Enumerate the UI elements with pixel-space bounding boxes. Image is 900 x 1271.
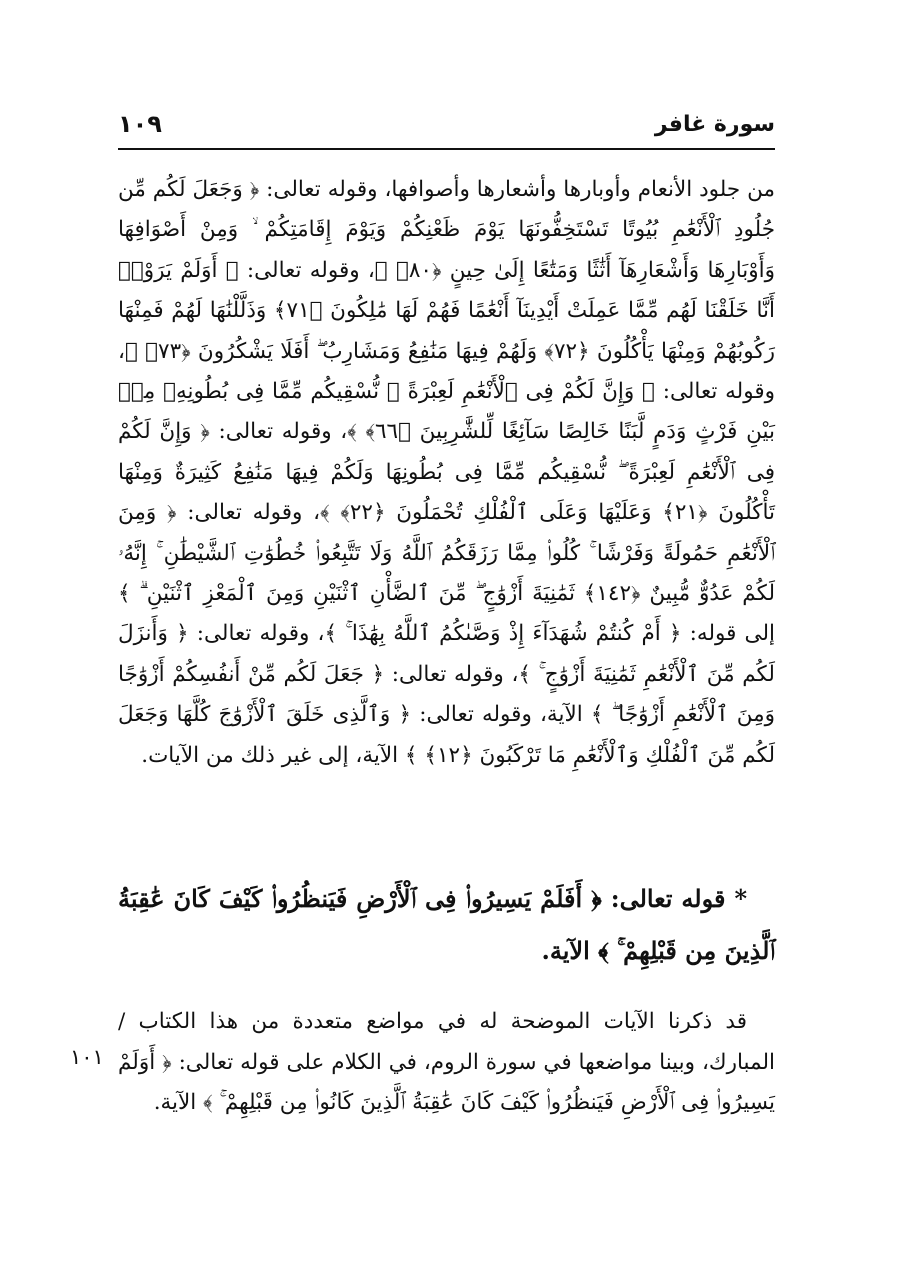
page-number: ١٠٩ (118, 110, 162, 138)
header-rule (118, 148, 775, 150)
verse-heading (118, 873, 775, 977)
tafsir-paragraph-reference (118, 1002, 775, 1124)
margin-page-reference: ١٠١ (70, 1045, 104, 1069)
surah-title: سورة غافر (654, 112, 775, 137)
tafsir-paragraph-livestock (118, 170, 775, 776)
running-header (118, 110, 775, 148)
verse-heading-text: * قوله تعالى: ﴿ أَفَلَمْ يَسِيرُوا۟ فِى ٱلْأَرْضِ فَيَنظُرُوا۟ كَيْفَ كَانَ عَٰقِبَةُ ٱلَّذِينَ مِن قَبْلِهِمْ ۚ ﴾ الآية. (118, 884, 775, 965)
paragraph-text: قد ذكرنا الآيات الموضحة له في مواضع متعددة من هذا الكتاب / المبارك، وبينا مواضعها في سورة الروم، في الكلام على قوله تعالى: ﴿ أَوَلَمْ يَسِيرُوا۟ فِى ٱلْأَرْضِ فَيَنظُرُوا۟ كَيْفَ كَانَ عَٰقِبَةُ ٱلَّذِينَ كَانُوا۟ مِن قَبْلِهِمْ ۚ ﴾ الآية. (118, 1009, 775, 1115)
paragraph-text: من جلود الأنعام وأوبارها وأشعارها وأصوافها، وقوله تعالى: ﴿ وَجَعَلَ لَكُم مِّن جُلُودِ ٱلْأَنْعَٰمِ بُيُوتًا تَسْتَخِفُّونَهَا يَوْمَ ظَعْنِكُمْ وَيَوْمَ إِقَامَتِكُمْ ۙ وَمِنْ أَصْوَافِهَا وَأَوْبَارِهَا وَأَشْعَارِهَآ أَثَٰثًا وَمَتَٰعًا إِلَىٰ حِينٍ ﴿٨٠﴾ ﴾، وقوله تعالى: ﴿ أَوَلَمْ يَرَوْا۟ أَنَّا خَلَقْنَا لَهُم مِّمَّا عَمِلَتْ أَيْدِينَآ أَنْعَٰمًا فَهُمْ لَهَا مَٰلِكُونَ ﴿٧١﴾ وَذَلَّلْنَٰهَا لَهُمْ فَمِنْهَا رَكُوبُهُمْ وَمِنْهَا يَأْكُلُونَ ﴿٧٢﴾ وَلَهُمْ فِيهَا مَنَٰفِعُ وَمَشَارِبُ ۖ أَفَلَا يَشْكُرُونَ ﴿٧٣﴾ ﴾، وقوله تعالى: ﴿ وَإِنَّ لَكُمْ فِى ٱلْأَنْعَٰمِ لَعِبْرَةً ۖ نُّسْقِيكُم مِّمَّا فِى بُطُونِهِۦ مِنۢ بَيْنِ فَرْثٍ وَدَمٍ لَّبَنًا خَالِصًا سَآئِغًا لِّلشَّٰرِبِينَ ﴿٦٦﴾ ﴾، وقوله تعالى: ﴿ وَإِنَّ لَكُمْ فِى ٱلْأَنْعَٰمِ لَعِبْرَةً ۖ نُّسْقِيكُم مِّمَّا فِى بُطُونِهَا وَلَكُمْ فِيهَا مَنَٰفِعُ كَثِيرَةٌ وَمِنْهَا تَأْكُلُونَ ﴿٢١﴾ وَعَلَيْهَا وَعَلَى ٱلْفُلْكِ تُحْمَلُونَ ﴿٢٢﴾ ﴾، وقوله تعالى: ﴿ وَمِنَ ٱلْأَنْعَٰمِ حَمُولَةً وَفَرْشًا ۚ كُلُوا۟ مِمَّا رَزَقَكُمُ ٱللَّهُ وَلَا تَتَّبِعُوا۟ خُطُوَٰتِ ٱلشَّيْطَٰنِ ۚ إِنَّهُۥ لَكُمْ عَدُوٌّ مُّبِينٌ ﴿١٤٢﴾ ثَمَٰنِيَةَ أَزْوَٰجٍ ۖ مِّنَ ٱلضَّأْنِ ٱثْنَيْنِ وَمِنَ ٱلْمَعْزِ ٱثْنَيْنِ ۗ ﴾ إلى قوله: ﴿ أَمْ كُنتُمْ شُهَدَآءَ إِذْ وَصَّىٰكُمُ ٱللَّهُ بِهَٰذَا ۚ ﴾، وقوله تعالى: ﴿ وَأَنزَلَ لَكُم مِّنَ ٱلْأَنْعَٰمِ ثَمَٰنِيَةَ أَزْوَٰجٍ ۚ ﴾، وقوله تعالى: ﴿ جَعَلَ لَكُم مِّنْ أَنفُسِكُمْ أَزْوَٰجًا وَمِنَ ٱلْأَنْعَٰمِ أَزْوَٰجًا ۖ ﴾ الآية، وقوله تعالى: ﴿ وَٱلَّذِى خَلَقَ ٱلْأَزْوَٰجَ كُلَّهَا وَجَعَلَ لَكُم مِّنَ ٱلْفُلْكِ وَٱلْأَنْعَٰمِ مَا تَرْكَبُونَ ﴿١٢﴾ ﴾ الآية، إلى غير ذلك من الآيات. (118, 177, 775, 768)
